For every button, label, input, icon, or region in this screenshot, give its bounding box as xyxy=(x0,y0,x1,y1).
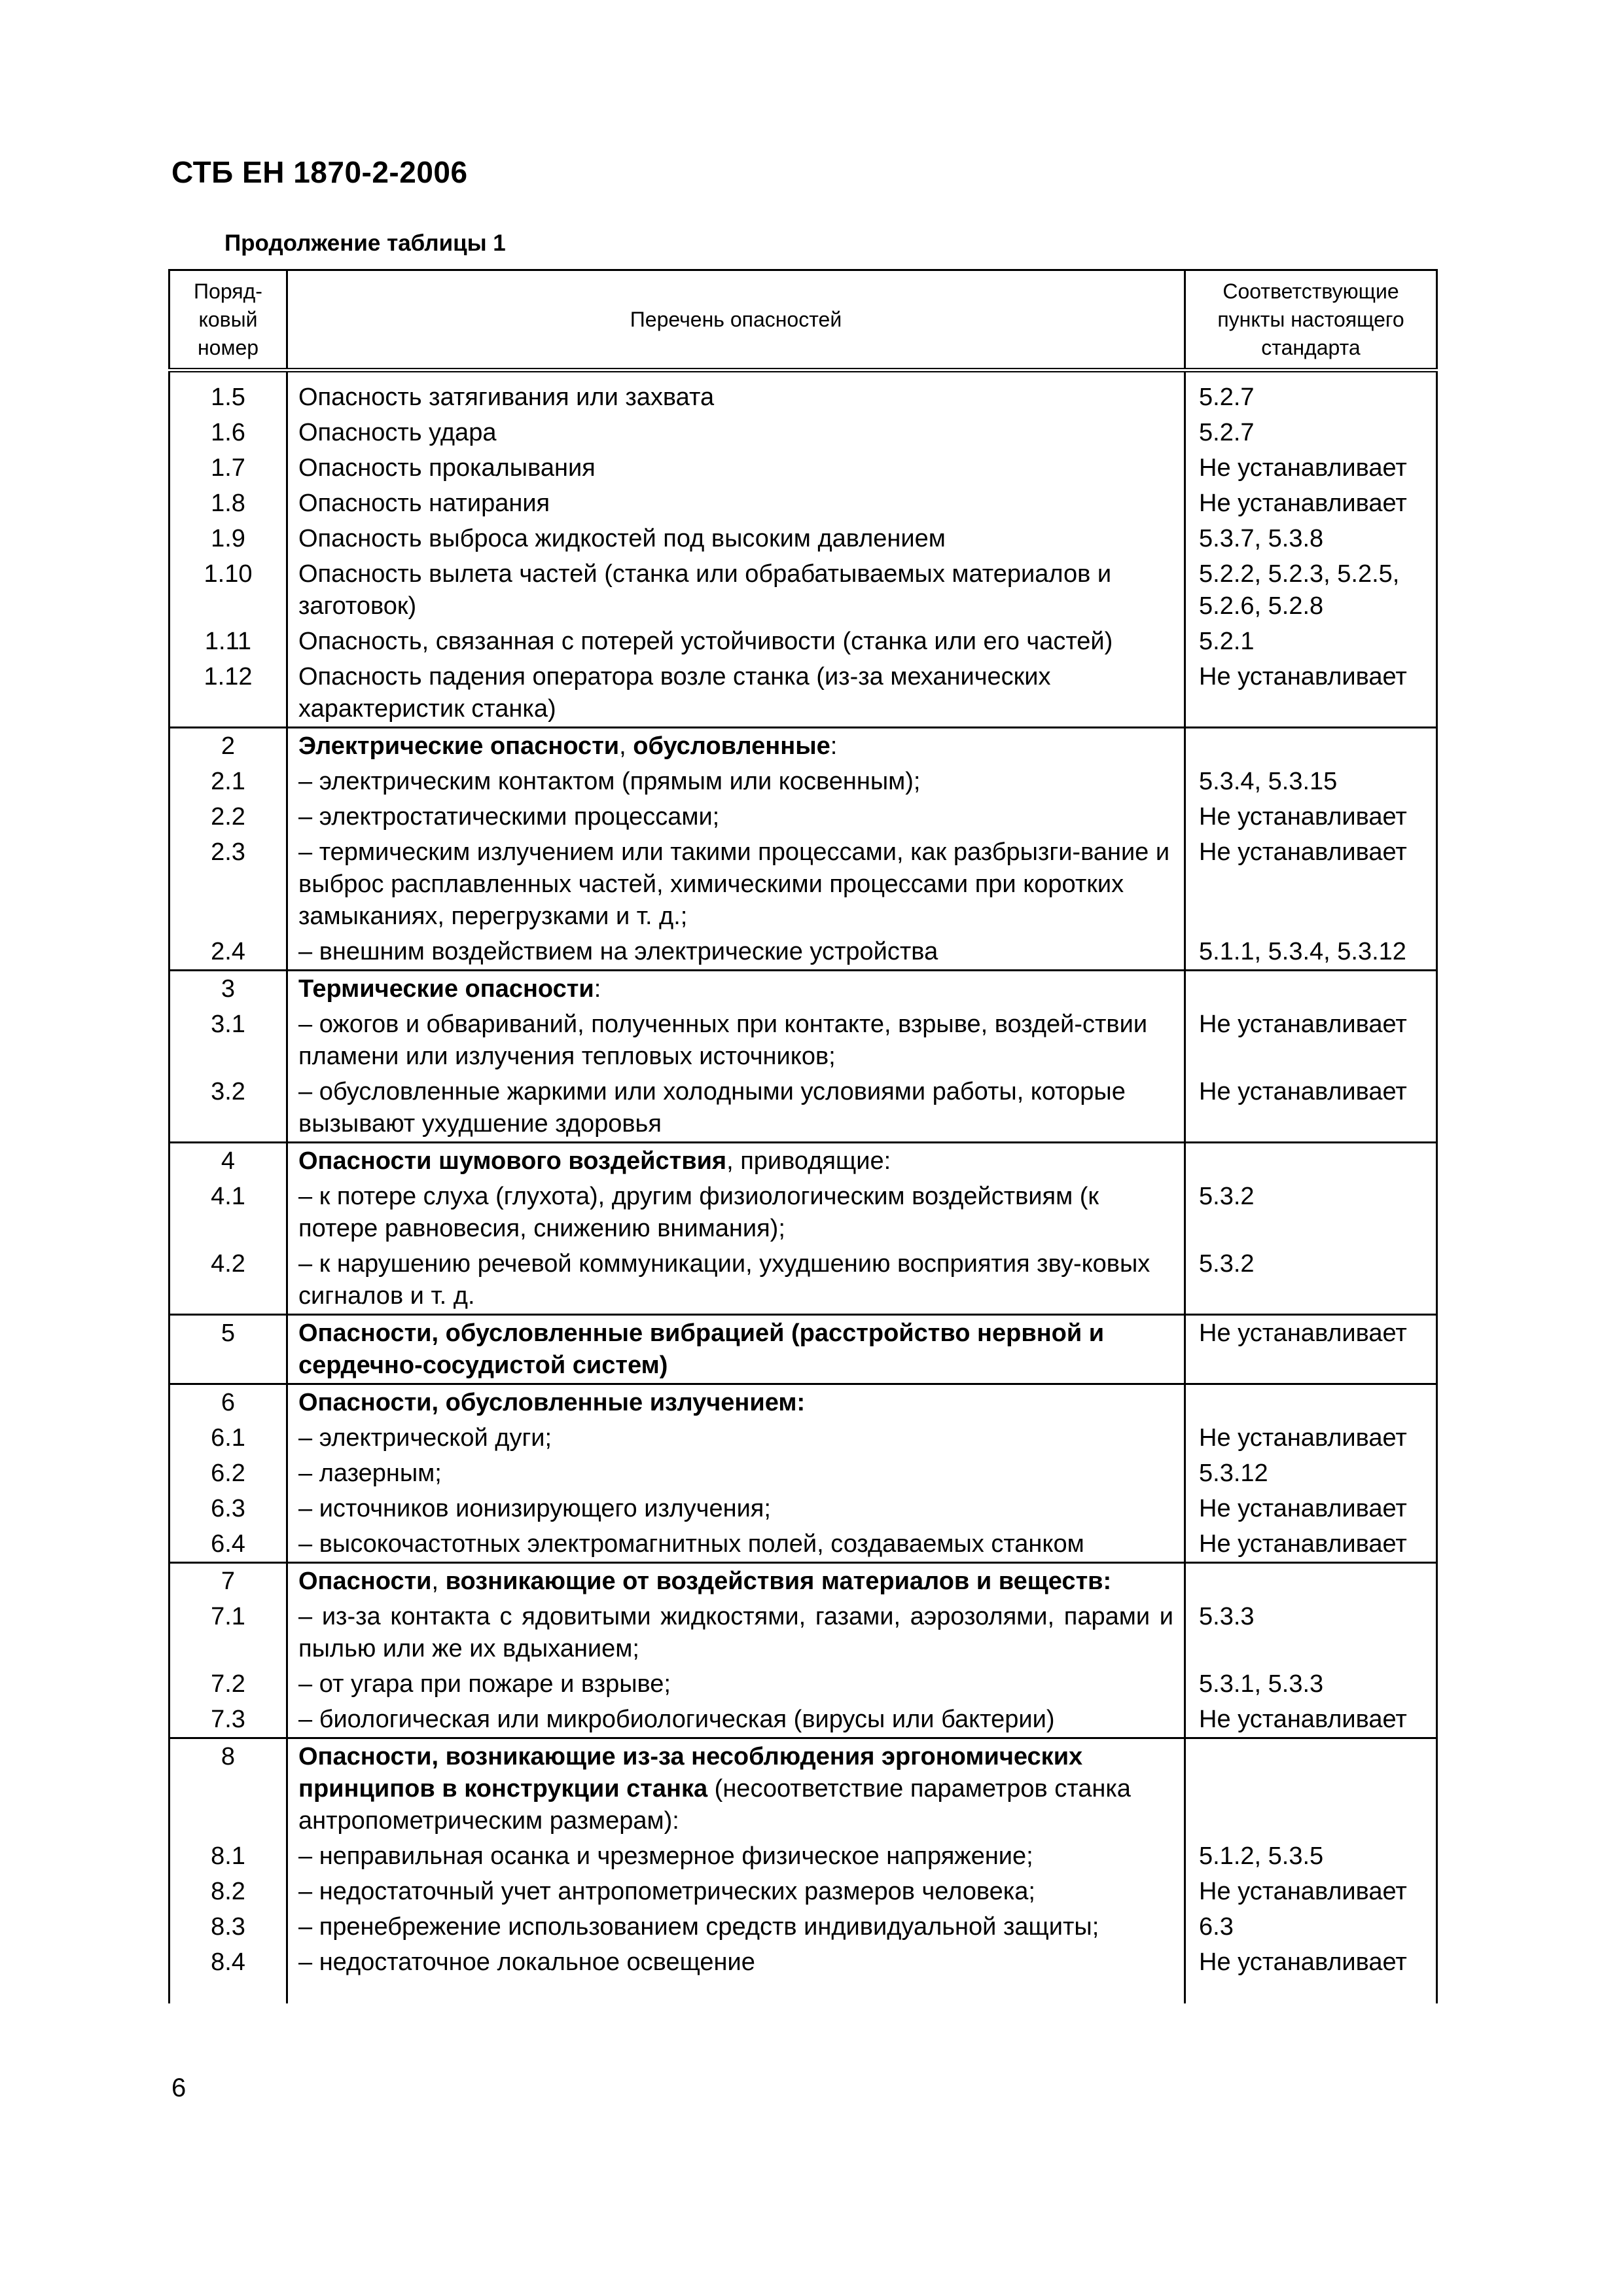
row-hazard: Опасность удара xyxy=(287,415,1185,450)
row-hazard: Опасность затягивания или захвата xyxy=(287,370,1185,416)
row-number: 2 xyxy=(169,728,287,764)
table-row xyxy=(169,415,1437,450)
row-clauses: Не устанавливает xyxy=(1185,1007,1437,1074)
row-clauses: Не устанавливает xyxy=(1185,1526,1437,1563)
table-row xyxy=(169,556,1437,624)
row-number: 1.12 xyxy=(169,659,287,728)
row-number: 2.1 xyxy=(169,764,287,799)
row-number: 1.7 xyxy=(169,450,287,486)
row-number: 8 xyxy=(169,1738,287,1839)
row-hazard: – неправильная осанка и чрезмерное физическое напряжение; xyxy=(287,1839,1185,1874)
row-hazard: – внешним воздействием на электрические устройства xyxy=(287,934,1185,971)
column-header-clauses: Соответствующие пункты настоящего стандарта xyxy=(1185,270,1437,370)
row-hazard: – ожогов и обвариваний, полученных при контакте, взрыве, воздей-ствии пламени или излучения тепловых источников; xyxy=(287,1007,1185,1074)
row-number: 5 xyxy=(169,1315,287,1384)
row-hazard: Опасность выброса жидкостей под высоким давлением xyxy=(287,521,1185,556)
table-row xyxy=(169,1526,1437,1563)
row-clauses xyxy=(1185,1143,1437,1179)
row-clauses: Не устанавливает xyxy=(1185,659,1437,728)
row-hazard: Опасности, возникающие от воздействия материалов и веществ: xyxy=(287,1563,1185,1600)
row-number: 6.4 xyxy=(169,1526,287,1563)
table-row xyxy=(169,1420,1437,1456)
row-hazard: Опасности шумового воздействия, приводящие: xyxy=(287,1143,1185,1179)
row-clauses: 5.3.12 xyxy=(1185,1456,1437,1491)
row-hazard: – биологическая или микробиологическая (вирусы или бактерии) xyxy=(287,1702,1185,1738)
row-number: 8.3 xyxy=(169,1909,287,1945)
row-number: 6 xyxy=(169,1384,287,1421)
table-row xyxy=(169,1179,1437,1246)
row-hazard: – электростатическими процессами; xyxy=(287,799,1185,834)
row-number: 4 xyxy=(169,1143,287,1179)
table-row xyxy=(169,1246,1437,1315)
row-clauses: Не устанавливает xyxy=(1185,1491,1437,1526)
table-row xyxy=(169,1491,1437,1526)
table-row xyxy=(169,834,1437,934)
row-hazard: Опасность вылета частей (станка или обрабатываемых материалов и заготовок) xyxy=(287,556,1185,624)
table-group-row xyxy=(169,1315,1437,1384)
row-hazard: Опасности, обусловленные вибрацией (расстройство нервной и сердечно-сосудистой систем) xyxy=(287,1315,1185,1384)
standard-code: СТБ ЕН 1870-2-2006 xyxy=(171,155,468,189)
table-row xyxy=(169,934,1437,971)
row-number: 6.1 xyxy=(169,1420,287,1456)
row-number: 1.9 xyxy=(169,521,287,556)
row-hazard: Опасность натирания xyxy=(287,486,1185,521)
row-clauses: 5.2.7 xyxy=(1185,370,1437,416)
table-row xyxy=(169,1456,1437,1491)
row-hazard: – к потере слуха (глухота), другим физиологическим воздействиям (к потере равновесия, снижению внимания); xyxy=(287,1179,1185,1246)
row-clauses xyxy=(1185,728,1437,764)
row-number: 7 xyxy=(169,1563,287,1600)
table-row xyxy=(169,799,1437,834)
table-group-row xyxy=(169,1563,1437,1600)
row-hazard: – термическим излучением или такими процессами, как разбрызги-вание и выброс расплавленных частей, химическими процессами при коротких замыканиях, перегрузками и т. д.; xyxy=(287,834,1185,934)
row-hazard: – из-за контакта с ядовитыми жидкостями, газами, аэрозолями, парами и пылью или же их вдыханием; xyxy=(287,1599,1185,1666)
row-number: 3.2 xyxy=(169,1074,287,1143)
row-number: 8.2 xyxy=(169,1874,287,1909)
row-hazard: – недостаточное локальное освещение xyxy=(287,1945,1185,1980)
row-clauses: Не устанавливает xyxy=(1185,799,1437,834)
row-number: 7.2 xyxy=(169,1666,287,1702)
column-header-hazards: Перечень опасностей xyxy=(287,270,1185,370)
row-number: 2.3 xyxy=(169,834,287,934)
table-row xyxy=(169,521,1437,556)
row-clauses: 5.1.2, 5.3.5 xyxy=(1185,1839,1437,1874)
row-clauses: Не устанавливает xyxy=(1185,450,1437,486)
row-hazard: – к нарушению речевой коммуникации, ухудшению восприятия зву-ковых сигналов и т. д. xyxy=(287,1246,1185,1315)
table-caption: Продолжение таблицы 1 xyxy=(224,230,506,256)
table-row xyxy=(169,1945,1437,1980)
row-hazard: Опасности, обусловленные излучением: xyxy=(287,1384,1185,1421)
row-number: 1.8 xyxy=(169,486,287,521)
table-row xyxy=(169,1666,1437,1702)
row-clauses xyxy=(1185,1384,1437,1421)
row-hazard: Опасность, связанная с потерей устойчивости (станка или его частей) xyxy=(287,624,1185,659)
table-row xyxy=(169,764,1437,799)
row-clauses: Не устанавливает xyxy=(1185,1420,1437,1456)
row-number: 8.1 xyxy=(169,1839,287,1874)
row-clauses: Не устанавливает xyxy=(1185,486,1437,521)
table-row xyxy=(169,1909,1437,1945)
table-row xyxy=(169,486,1437,521)
row-hazard: Опасности, возникающие из-за несоблюдения эргономических принципов в конструкции станка (несоответствие параметров станка антропометрическим размерам): xyxy=(287,1738,1185,1839)
table-row xyxy=(169,1702,1437,1738)
column-header-number: Поряд-ковый номер xyxy=(169,270,287,370)
row-number: 3 xyxy=(169,971,287,1007)
row-hazard: Электрические опасности, обусловленные: xyxy=(287,728,1185,764)
row-hazard: – лазерным; xyxy=(287,1456,1185,1491)
row-hazard: – обусловленные жаркими или холодными условиями работы, которые вызывают ухудшение здоровья xyxy=(287,1074,1185,1143)
row-number: 2.4 xyxy=(169,934,287,971)
row-clauses: 6.3 xyxy=(1185,1909,1437,1945)
row-clauses: Не устанавливает xyxy=(1185,834,1437,934)
row-number: 3.1 xyxy=(169,1007,287,1074)
table-row xyxy=(169,1874,1437,1909)
row-hazard: – высокочастотных электромагнитных полей, создаваемых станком xyxy=(287,1526,1185,1563)
row-clauses: 5.3.7, 5.3.8 xyxy=(1185,521,1437,556)
row-clauses: 5.3.4, 5.3.15 xyxy=(1185,764,1437,799)
table-group-row xyxy=(169,1738,1437,1839)
row-number: 6.3 xyxy=(169,1491,287,1526)
row-hazard: – пренебрежение использованием средств индивидуальной защиты; xyxy=(287,1909,1185,1945)
row-hazard: – от угара при пожаре и взрыве; xyxy=(287,1666,1185,1702)
row-clauses xyxy=(1185,1738,1437,1839)
row-clauses: 5.2.2, 5.2.3, 5.2.5, 5.2.6, 5.2.8 xyxy=(1185,556,1437,624)
table-group-row xyxy=(169,971,1437,1007)
row-clauses: 5.1.1, 5.3.4, 5.3.12 xyxy=(1185,934,1437,971)
table-row xyxy=(169,450,1437,486)
row-number: 1.11 xyxy=(169,624,287,659)
row-hazard: Опасность падения оператора возле станка (из-за механических характеристик станка) xyxy=(287,659,1185,728)
row-clauses: Не устанавливает xyxy=(1185,1874,1437,1909)
row-number: 6.2 xyxy=(169,1456,287,1491)
row-number: 7.1 xyxy=(169,1599,287,1666)
row-clauses: Не устанавливает xyxy=(1185,1074,1437,1143)
row-clauses: 5.3.1, 5.3.3 xyxy=(1185,1666,1437,1702)
row-clauses: 5.2.7 xyxy=(1185,415,1437,450)
table-group-row xyxy=(169,728,1437,764)
table-row xyxy=(169,1839,1437,1874)
table-row xyxy=(169,659,1437,728)
page-number: 6 xyxy=(171,2073,187,2102)
row-number: 2.2 xyxy=(169,799,287,834)
row-number: 4.1 xyxy=(169,1179,287,1246)
row-clauses: Не устанавливает xyxy=(1185,1702,1437,1738)
row-clauses: 5.3.2 xyxy=(1185,1246,1437,1315)
row-number: 1.5 xyxy=(169,370,287,416)
table-row xyxy=(169,1074,1437,1143)
row-number: 1.6 xyxy=(169,415,287,450)
row-clauses xyxy=(1185,971,1437,1007)
row-hazard: Термические опасности: xyxy=(287,971,1185,1007)
table-header-row xyxy=(169,270,1437,370)
row-clauses: Не устанавливает xyxy=(1185,1945,1437,1980)
table-row xyxy=(169,370,1437,416)
row-clauses: 5.3.2 xyxy=(1185,1179,1437,1246)
table-group-row xyxy=(169,1143,1437,1179)
row-clauses xyxy=(1185,1563,1437,1600)
row-number: 1.10 xyxy=(169,556,287,624)
table-row xyxy=(169,1599,1437,1666)
row-clauses: Не устанавливает xyxy=(1185,1315,1437,1384)
row-hazard: – электрическим контактом (прямым или косвенным); xyxy=(287,764,1185,799)
row-clauses: 5.3.3 xyxy=(1185,1599,1437,1666)
table-row xyxy=(169,1007,1437,1074)
table-row xyxy=(169,624,1437,659)
row-hazard: Опасность прокалывания xyxy=(287,450,1185,486)
table-spacer-row xyxy=(169,1980,1437,2003)
row-hazard: – недостаточный учет антропометрических размеров человека; xyxy=(287,1874,1185,1909)
row-number: 7.3 xyxy=(169,1702,287,1738)
row-number: 8.4 xyxy=(169,1945,287,1980)
row-hazard: – электрической дуги; xyxy=(287,1420,1185,1456)
table-group-row xyxy=(169,1384,1437,1421)
hazards-table xyxy=(168,269,1438,2003)
row-hazard: – источников ионизирующего излучения; xyxy=(287,1491,1185,1526)
row-clauses: 5.2.1 xyxy=(1185,624,1437,659)
row-number: 4.2 xyxy=(169,1246,287,1315)
